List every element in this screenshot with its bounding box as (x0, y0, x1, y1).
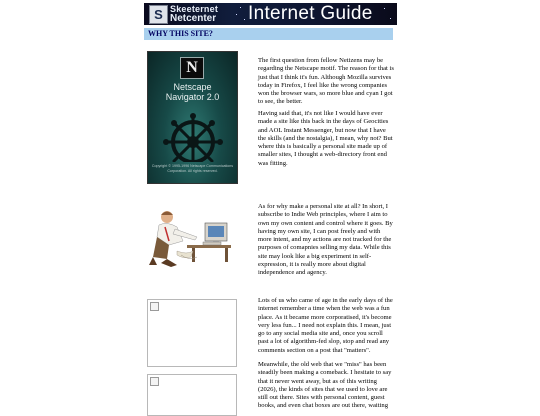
paragraph-netscape-motif: The first question from fellow Netizens may be regarding the Netscape motif. The reason for that is just that I think it's fun. Although Mozilla survives today in Firefox, I feel like the wrong companies won the browser wars, so more blue and cyan I got to see, the better. (258, 57, 394, 106)
netscape-copyright: Copyright © 1995-1996 Netscape Communications Corporation. All rights reserved. (151, 164, 234, 173)
star-decoration (390, 18, 391, 19)
brand-top-text: Skeeternet (170, 4, 219, 14)
section-heading-bar (144, 28, 393, 40)
paragraph-old-web: Meanwhile, the old web that we "miss" has been steadily been making a comeback. I hesitate to say that it never went away, but as of this writing (2026), the kinds of sites that we used to love are still out there. Sites with personal content, guest books, and even chat boxes are out there, waiting (258, 361, 392, 410)
star-decoration (244, 19, 245, 20)
netscape-n-icon: N (180, 57, 204, 79)
star-decoration (240, 7, 241, 8)
paragraph-fun-web: Lots of us who came of age in the early days of the internet remember a time when the web was a fun place. As it became more corporatised, it's become very less fun... I need not explain this. I mean, just go to any social media site and, once you scroll past a lot of algorithm-fed slop, stop and read any comments section on a post that "matters". (258, 297, 393, 354)
paragraph-web-directory: Having said that, it's not like I would have ever made a site like this back in the days of Geocities and AOL Instant Messenger, but now that I have the skills (and the nostalgia), I mean, why not? But where this is basically a personal site made up of smaller sites, I thought a web-directory front end was fitting. (258, 110, 393, 167)
section-heading: WHY THIS SITE? (148, 29, 213, 38)
netscape-title-line1: Netscape (173, 82, 212, 92)
ships-wheel-icon (158, 112, 228, 162)
broken-image-placeholder (147, 299, 237, 367)
brand-name (170, 4, 234, 24)
star-decoration (384, 8, 385, 9)
netscape-title (148, 82, 237, 102)
broken-image-icon (150, 377, 159, 386)
netscape-title-line2: Navigator 2.0 (165, 92, 220, 102)
brand-bottom-text: Netcenter (170, 13, 217, 24)
site-banner[interactable] (144, 3, 397, 25)
netscape-navigator-image (147, 51, 238, 184)
person-at-computer-illustration (147, 207, 237, 269)
broken-image-placeholder (147, 374, 237, 416)
star-decoration (236, 14, 237, 15)
banner-title: Internet Guide (248, 3, 373, 24)
broken-image-icon (150, 302, 159, 311)
paragraph-indie-web: As for why make a personal site at all? In short, I subscribe to Indie Web principles, where I aim to own my own content and control where it goes. By having my own site, I can post freely and with more intent, and my actions are not tracked for the purposes of comapnies selling my data. While this site may look like a big experiment in self-expression, it is really more about digital independence and agency. (258, 203, 393, 277)
site-logo-icon: S (149, 5, 168, 24)
